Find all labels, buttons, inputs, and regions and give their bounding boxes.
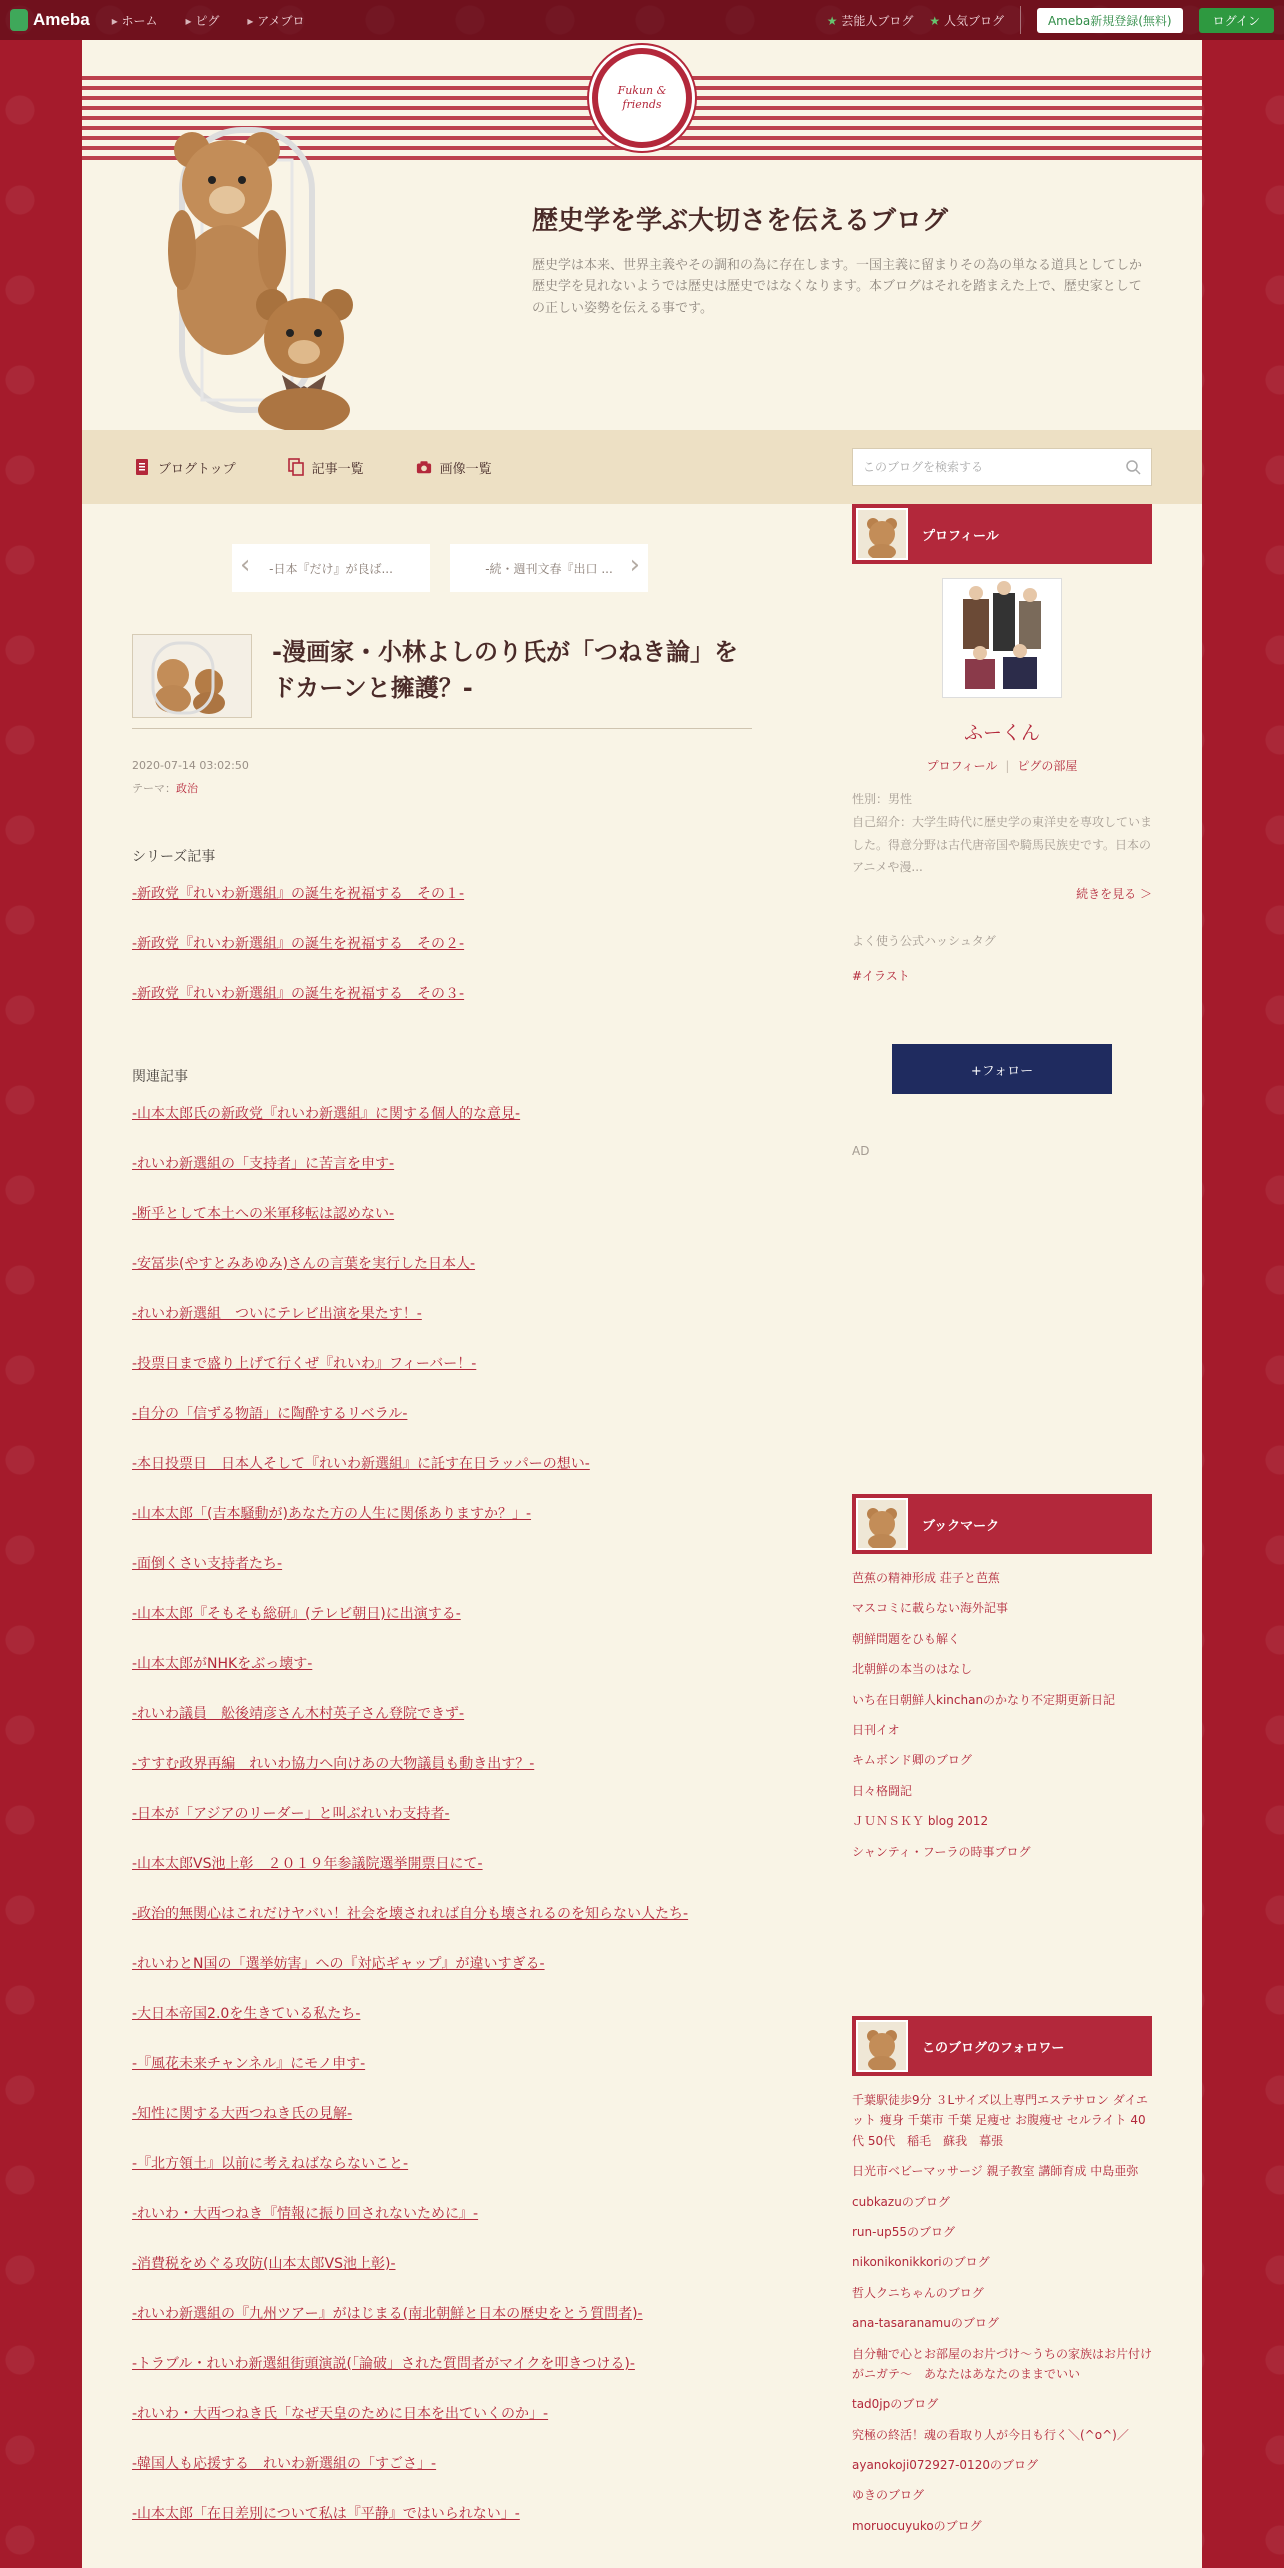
copy-icon [288, 458, 304, 476]
follower-link[interactable]: 自分軸で心とお部屋のお片づけ～うちの家族はお片付けがニガテ～ あなたはあなたのままでいい [852, 2346, 1153, 2381]
theme-link[interactable]: 政治 [176, 782, 198, 796]
related-article-link[interactable]: -れいわ新選組の『九州ツアー』がはじまる(南北朝鮮と日本の歴史をとう質問者)- [132, 2306, 643, 2322]
related-article-link[interactable]: -安冨歩(やすとみあゆみ)さんの言葉を実行した日本人- [132, 1256, 476, 1272]
nav-ameblo[interactable]: ▸ アメブロ [247, 12, 304, 29]
related-article-link[interactable]: -本日投票日 日本人そして『れいわ新選組』に託す在日ラッパーの想い- [132, 1456, 590, 1472]
emblem-logo: Fukun & friends [592, 48, 692, 148]
related-article-link[interactable]: -すすむ政界再編 れいわ協力へ向けあの大物議員も動き出す？- [132, 1756, 535, 1772]
blog-nav-bar [82, 430, 1202, 504]
ad-label: AD [852, 1144, 870, 1159]
related-article-link[interactable]: -投票日まで盛り上げて行くぜ『れいわ』フィーバー！- [132, 1356, 477, 1372]
read-more-link[interactable]: 続きを見る ＞ [1076, 887, 1152, 902]
bookmark-link[interactable]: 芭蕉の精神形成 荘子と芭蕉 [852, 1571, 1000, 1585]
follower-link[interactable]: ayanokoji072927-0120のブログ [852, 2458, 1038, 2473]
profile-info: 性別：男性 自己紹介：大学生時代に歴史学の東洋史を専攻していました。得意分野は古代唐帝国や騎馬民族史です。日本のアニメや漫... [852, 792, 1153, 875]
article-theme: テーマ：政治 [132, 782, 198, 796]
follower-link[interactable]: 究極の終活！魂の看取り人が今日も行く＼(^o^)／ [852, 2427, 1129, 2442]
teddy-bears-image [122, 90, 422, 430]
login-button[interactable]: ログイン [1199, 8, 1274, 33]
bookmark-link[interactable]: シャンティ・フーラの時事ブログ [852, 1844, 1031, 1859]
follower-link[interactable]: ana-tasaranamuのブログ [852, 2316, 999, 2331]
pig-room-link[interactable]: ピグの部屋 [1017, 759, 1078, 773]
side-column [852, 504, 1153, 2533]
related-article-link[interactable]: -日本が「アジアのリーダー」と叫ぶれいわ支持者- [132, 1806, 450, 1822]
bookmark-link[interactable]: マスコミに載らない海外記事 [852, 1601, 1009, 1616]
related-article-link[interactable]: -大日本帝国2.0を生きている私たち- [132, 2006, 361, 2022]
article-date: 2020-07-14 03:02:50 [132, 759, 249, 772]
blog-title[interactable]: 歴史学を学ぶ大切さを伝えるブログ [532, 206, 949, 236]
blog-container [82, 40, 1202, 2568]
related-article-link[interactable]: -断乎として本土への米軍移転は認めない- [132, 1206, 395, 1222]
follower-link[interactable]: 哲人クニちゃんのブログ [852, 2285, 984, 2300]
related-article-link[interactable]: -山本太郎VS池上彰 ２０１９年参議院選挙開票日にて- [132, 1856, 483, 1872]
article-meta [132, 754, 249, 800]
nav-home[interactable]: ▸ ホーム [112, 12, 158, 29]
related-article-link[interactable]: -れいわ・大西つねき『情報に振り回されないために』- [132, 2206, 479, 2222]
profile-link[interactable]: プロフィール [926, 759, 998, 773]
register-button[interactable]: Ameba新規登録(無料) [1037, 8, 1183, 33]
blog-description: 歴史学は本来、世界主義やその調和の為に存在します。一国主義に留まりその為の単なる道具としてしか歴史学を見れないようでは歴史は歴史ではなくなります。本ブログはそれを踏まえた上で、歴史家としての正しい姿勢を伝える事です。 [532, 258, 1142, 316]
next-article-button[interactable]: -続・週刊文春『出口 ... › [450, 544, 648, 592]
follower-link[interactable]: tad0jpのブログ [852, 2397, 939, 2412]
related-article-link[interactable]: -消費税をめぐる攻防(山本太郎VS池上彰)- [132, 2256, 396, 2272]
article-title: -漫画家・小林よしのり氏が「つねき論」をドカーンと擁護？- [272, 638, 738, 702]
related-article-link[interactable]: -『北方領土』以前に考えねばならないこと- [132, 2156, 409, 2172]
related-article-link[interactable]: -山本太郎「在日差別について私は『平静』ではいられない」- [132, 2506, 520, 2522]
related-article-link[interactable]: -れいわ新選組 ついにテレビ出演を果たす！- [132, 1306, 422, 1322]
bookmark-link[interactable]: 朝鮮問題をひも解く [852, 1631, 961, 1646]
follower-link[interactable]: nikonikonikkoriのブログ [852, 2255, 990, 2270]
avatar[interactable] [856, 508, 908, 560]
follower-list [852, 2090, 1152, 2536]
spacer [132, 1034, 752, 1066]
related-article-link[interactable]: -面倒くさい支持者たち- [132, 1556, 283, 1572]
related-article-link[interactable]: -れいわ議員 舩後靖彦さん木村英子さん登院できず- [132, 1706, 465, 1722]
bookmark-link[interactable]: いち在日朝鮮人kinchanのかなり不定期更新日記 [852, 1692, 1116, 1707]
bookmark-link[interactable]: キムボンド卿のブログ [852, 1753, 972, 1768]
hashtag-label: よく使う公式ハッシュタグ [852, 934, 996, 949]
related-links [132, 1104, 752, 2525]
bookmark-heading: ブックマーク [852, 1494, 1152, 1554]
profile-widget [852, 504, 1152, 1158]
popular-blog-link[interactable]: ★ 人気ブログ [929, 12, 1004, 29]
nav-pigg[interactable]: ▸ ピグ [186, 12, 220, 29]
follower-link[interactable]: run-up55のブログ [852, 2224, 955, 2239]
series-link[interactable]: -新政党『れいわ新選組』の誕生を祝福する その１- [132, 886, 465, 902]
profile-photo[interactable] [942, 578, 1062, 698]
prev-article-button[interactable]: ‹ -日本『だけ』が良ば... [232, 544, 430, 592]
follow-button[interactable]: +フォロー [892, 1044, 1112, 1094]
related-article-link[interactable]: -政治的無関心はこれだけヤバい！社会を壊されれば自分も壊されるのを知らない人たち- [132, 1906, 689, 1922]
bookmark-link[interactable]: 日々格闘記 [852, 1783, 913, 1798]
series-heading: シリーズ記事 [132, 849, 216, 865]
related-article-link[interactable]: -『風花未来チャンネル』にモノ申す- [132, 2056, 366, 2072]
related-article-link[interactable]: -れいわとN国の「選挙妨害」への『対応ギャップ』が違いすぎる- [132, 1956, 545, 1972]
follower-link[interactable]: ゆきのブログ [852, 2488, 925, 2503]
nav-image-list[interactable]: 画像一覧 [416, 458, 492, 477]
search-icon[interactable] [1125, 459, 1141, 475]
bookmark-list [852, 1568, 1152, 1862]
follower-link[interactable]: cubkazuのブログ [852, 2194, 950, 2209]
related-article-link[interactable]: -韓国人も応援する れいわ新選組の「すごさ」- [132, 2456, 437, 2472]
series-link[interactable]: -新政党『れいわ新選組』の誕生を祝福する その２- [132, 936, 465, 952]
avatar [856, 2020, 908, 2072]
divider [1020, 6, 1021, 34]
bookmark-link[interactable]: 北朝鮮の本当のはなし [852, 1662, 973, 1677]
hashtag-link[interactable]: #イラスト [852, 969, 910, 984]
article-thumbnail [132, 634, 252, 718]
ameba-top-bar [0, 0, 1284, 40]
related-article-link[interactable]: -山本太郎氏の新政党『れいわ新選組』に関する個人的な意見- [132, 1106, 521, 1122]
followers-widget [852, 2016, 1152, 2546]
blog-header [82, 40, 1202, 430]
related-article-link[interactable]: -山本太郎「(吉本騒動が)あなた方の人生に関係ありますか？」- [132, 1506, 532, 1522]
separator: | [1005, 759, 1010, 773]
related-article-link[interactable]: -トラブル・れいわ新選組街頭演説(「論破」された質問者がマイクを叩きつける)- [132, 2356, 635, 2372]
followers-heading: このブログのフォロワー [852, 2016, 1152, 2076]
related-article-link[interactable]: -知性に関する大西つねき氏の見解- [132, 2106, 353, 2122]
related-heading: 関連記事 [132, 1069, 188, 1085]
ameba-global-nav [112, 12, 305, 29]
follower-link[interactable]: moruocuyukoのブログ [852, 2518, 982, 2533]
bookmark-link[interactable]: 日刊イオ [852, 1722, 900, 1737]
profile-name[interactable]: ふーくん [963, 722, 1040, 744]
related-article-link[interactable]: -れいわ・大西つねき氏「なぜ天皇のために日本を出ていくのか」- [132, 2406, 549, 2422]
related-article-link[interactable]: -山本太郎『そもそも総研』(テレビ朝日)に出演する- [132, 1606, 461, 1622]
nav-blog-top[interactable]: ブログトップ [134, 458, 236, 477]
related-article-link[interactable]: -れいわ新選組の「支持者」に苦言を申す- [132, 1156, 395, 1172]
search-input[interactable] [863, 460, 1125, 474]
blog-search-box [852, 448, 1152, 486]
follower-link[interactable]: 日光市ベビーマッサージ 親子教室 講師育成 中島亜弥 [852, 2164, 1139, 2179]
ameba-logo[interactable]: Ameba [10, 9, 90, 31]
profile-heading: プロフィール [852, 504, 1152, 564]
bookmark-widget [852, 1494, 1152, 1872]
avatar [856, 1498, 908, 1550]
article-pager [232, 544, 648, 592]
celebrity-blog-link[interactable]: ★ 芸能人ブログ [827, 12, 914, 29]
related-article-link[interactable]: -山本太郎がNHKをぶっ壊す- [132, 1656, 313, 1672]
article-body [132, 846, 752, 2554]
document-icon [134, 458, 150, 476]
ameba-logo-icon [10, 9, 28, 31]
bookmark-link[interactable]: ＪＵＮＳＫＹ blog 2012 [852, 1814, 989, 1829]
profile-links [852, 757, 1152, 774]
series-link[interactable]: -新政党『れいわ新選組』の誕生を祝福する その３- [132, 986, 465, 1002]
nav-article-list[interactable]: 記事一覧 [288, 458, 364, 477]
camera-icon [416, 458, 432, 476]
article-header [132, 634, 752, 729]
related-article-link[interactable]: -自分の「信ずる物語」に陶酔するリベラル- [132, 1406, 408, 1422]
follower-link[interactable]: 千葉駅徒歩9分 ３Lサイズ以上専門エステサロン ダイエット 痩身 千葉市 千葉 足痩せ お腹痩せ セルライト 40代 50代 稲毛 蘇我 幕張 [852, 2093, 1149, 2148]
